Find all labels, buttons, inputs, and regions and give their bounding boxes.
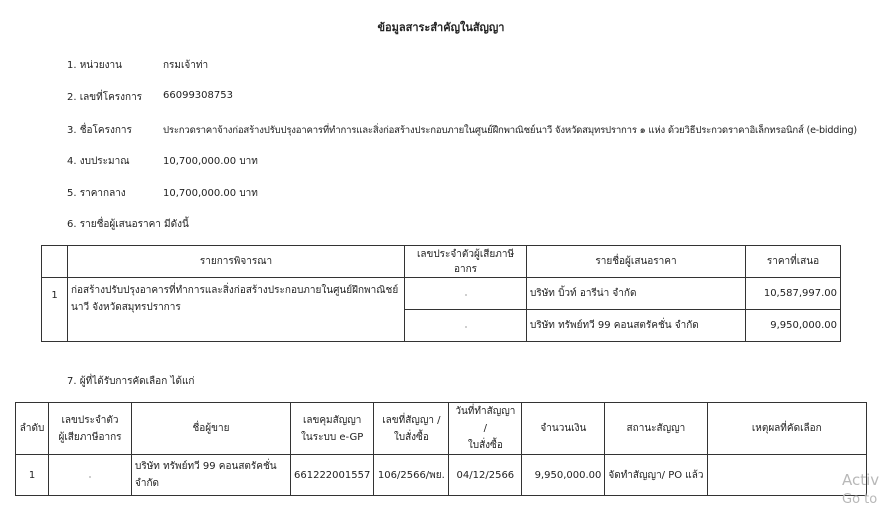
bidders-heading: 6. รายชื่อผู้เสนอราคา มีดังนี้ [67,219,189,230]
selected-control-no: 661222001557 [291,455,374,496]
selected-header-status: สถานะสัญญา [605,403,707,455]
budget-value: 10,700,000.00 บาท [163,156,258,167]
activation-watermark [842,470,879,510]
bidders-tax-id-redacted [405,278,527,310]
redaction-mark [89,476,91,478]
bidders-item-number: 1 [42,278,68,342]
project-name-value: ประกวดราคาจ้างก่อสร้างปรับปรุงอาคารที่ทำการและสิ่งก่อสร้างประกอบภายในศูนย์ฝึกพาณิชย์นาวี จังหวัดสมุทรปราการ ๑ แห่ง ด้วยวิธีประกวดราคาอิเล็กทรอนิกส์ (e-bidding) [163,125,857,136]
bidders-item-description: ก่อสร้างปรับปรุงอาคารที่ทำการและสิ่งก่อสร้างประกอบภายในศูนย์ฝึกพาณิชย์นาวี จังหวัดสมุทรปราการ [68,278,405,342]
selected-header-amount: จำนวนเงิน [522,403,605,455]
selected-header-control [291,403,374,455]
selected-table [15,402,867,496]
selected-amount: 9,950,000.00 [522,455,605,496]
bidders-header-item: รายการพิจารณา [68,246,405,278]
selected-status: จัดทำสัญญา/ PO แล้ว [605,455,707,496]
selected-header-tax-id [49,403,132,455]
selected-contract-no: 106/2566/พย. [374,455,449,496]
bidders-header-row [42,246,841,278]
selected-header-control-line2: ในระบบ e-GP [301,431,364,443]
reference-price-value: 10,700,000.00 บาท [163,188,258,199]
selected-header-control-line1: เลขคุมสัญญา [302,414,362,426]
redaction-mark [465,326,467,328]
redaction-mark [465,294,467,296]
selected-header-contract-line2: ใบสั่งซื้อ [393,431,429,443]
selected-header-date-line1: วันที่ทำสัญญา / [455,406,516,434]
bidder-price: 9,950,000.00 [746,310,841,342]
table-row [16,455,867,496]
selected-header-seller: ชื่อผู้ขาย [132,403,291,455]
project-number-value: 66099308753 [163,90,233,101]
selected-header-contract-line1: เลขที่สัญญา / [382,414,441,426]
selected-header-row [16,403,867,455]
bidders-header-tax-id: เลขประจำตัวผู้เสียภาษีอากร [405,246,527,278]
document-title: ข้อมูลสาระสำคัญในสัญญา [377,21,505,34]
selected-header-tax-id-line2: ผู้เสียภาษีอากร [58,431,122,443]
bidder-name: บริษัท บิ้วท์ อารีน่า จำกัด [527,278,746,310]
bidders-header-name: รายชื่อผู้เสนอราคา [527,246,746,278]
selected-header-reason: เหตุผลที่คัดเลือก [707,403,867,455]
project-name-label: 3. ชื่อโครงการ [67,125,132,136]
selected-header-seq: ลำดับ [16,403,49,455]
selected-date: 04/12/2566 [449,455,522,496]
selected-seq: 1 [16,455,49,496]
selected-tax-id-redacted [49,455,132,496]
watermark-line2: Go to [842,492,878,507]
selected-header-tax-id-line1: เลขประจำตัว [61,414,119,426]
selected-header-date [449,403,522,455]
selected-header-contract [374,403,449,455]
bidders-header-price: ราคาที่เสนอ [746,246,841,278]
reference-price-label: 5. ราคากลาง [67,188,126,199]
bidders-header-seq [42,246,68,278]
bidders-table [41,245,841,342]
selected-heading: 7. ผู้ที่ได้รับการคัดเลือก ได้แก่ [67,376,195,387]
bidder-name: บริษัท ทรัพย์ทวี 99 คอนสตรัคชั่น จำกัด [527,310,746,342]
bidder-price: 10,587,997.00 [746,278,841,310]
agency-value: กรมเจ้าท่า [163,60,209,71]
agency-label: 1. หน่วยงาน [67,60,122,71]
selected-header-date-line2: ใบสั่งซื้อ [467,440,503,451]
watermark-line1: Activ [842,471,880,489]
bidders-tax-id-redacted [405,310,527,342]
table-row [42,278,841,310]
budget-label: 4. งบประมาณ [67,156,130,167]
selected-seller: บริษัท ทรัพย์ทวี 99 คอนสตรัคชั่น จำกัด [132,455,291,496]
project-number-label: 2. เลขที่โครงการ [67,92,143,103]
